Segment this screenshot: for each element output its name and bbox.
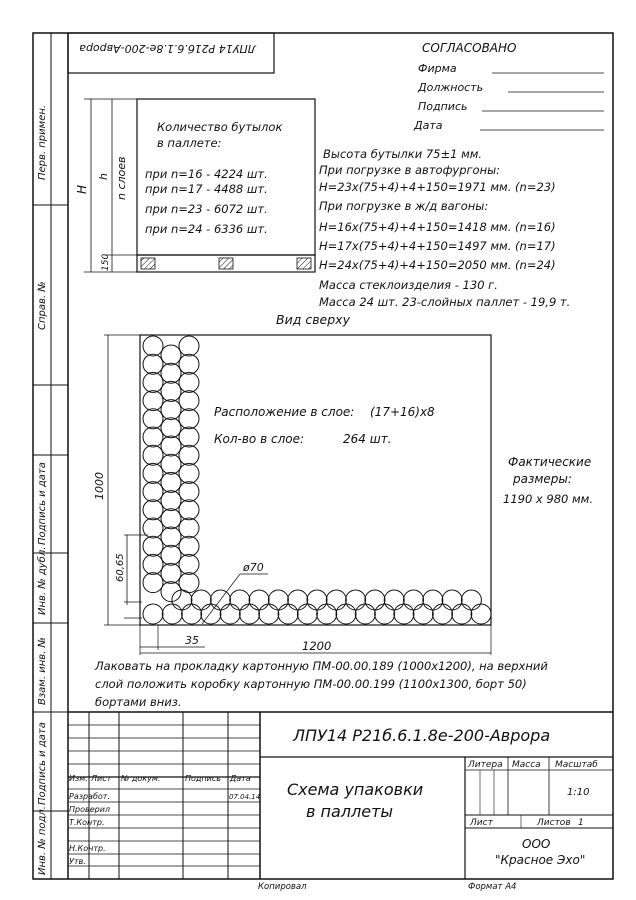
pallet-count-16: при n=16 - 4224 шт. (145, 167, 268, 181)
bottle-circle (442, 590, 462, 610)
bottle-circle (161, 545, 181, 565)
bottle-circle (143, 500, 163, 520)
actual-size-label-2: размеры: (513, 472, 572, 486)
pallet-count-23: при n=23 - 6072 шт. (145, 202, 268, 216)
bottle-circle (161, 582, 181, 602)
title-block-code: ЛПУ14 Р21б.6.1.8е-200-Аврора (293, 726, 551, 745)
bottle-circle (179, 427, 199, 447)
bottle-circle (161, 509, 181, 529)
bottle-circle (143, 354, 163, 374)
bottle-circle (179, 391, 199, 411)
top-view-title: Вид сверху (276, 312, 350, 327)
label-sheet: Лист (470, 818, 493, 828)
dim-1000: 1000 (93, 472, 106, 500)
count-label: Кол-во в слое: (214, 432, 305, 446)
header-date: Дата (230, 774, 251, 783)
count-value: 264 шт. (343, 432, 392, 446)
bottle-circle (375, 604, 395, 624)
role-developer: Разработ. (69, 792, 110, 801)
margin-label-signature-date-2: Подпись и дата (37, 722, 48, 805)
bottle-circle (179, 463, 199, 483)
bottle-circle (307, 590, 327, 610)
bottle-circle (143, 372, 163, 392)
bottle-circle (161, 472, 181, 492)
bottle-circle (346, 590, 366, 610)
pallet-count-17: при n=17 - 4488 шт. (145, 182, 268, 196)
header-signature: Подпись (185, 774, 221, 783)
bottle-circle (179, 354, 199, 374)
actual-size-label-1: Фактические (508, 455, 592, 469)
footer-format: Формат А4 (468, 882, 517, 892)
bottle-circle (259, 604, 279, 624)
approval-title: СОГЛАСОВАНО (422, 41, 517, 55)
bottle-circle (143, 604, 163, 624)
bottle-circle (161, 527, 181, 547)
bottle-circle (179, 554, 199, 574)
bottle-circle (423, 590, 443, 610)
bottle-circle (179, 536, 199, 556)
spec-line-4: При погрузке в ж/д вагоны: (319, 199, 489, 213)
bottle-circle (413, 604, 433, 624)
bottle-circle (278, 604, 298, 624)
dim-1200: 1200 (302, 639, 332, 653)
bottle-circle (179, 482, 199, 502)
spec-line-5: H=16x(75+4)+4+150=1418 мм. (n=16) (319, 220, 556, 234)
bottle-circle (179, 518, 199, 538)
approval-label-date: Дата (414, 119, 443, 132)
bottle-circle (461, 590, 481, 610)
margin-label-reference: Справ. № (37, 281, 48, 330)
margin-label-orig-inv: Инв. № подл. (37, 806, 48, 875)
label-scale: Масштаб (555, 760, 598, 770)
org-line-1: ООО (522, 837, 551, 851)
header-doc: № докум. (121, 774, 161, 783)
note-line-2: слой положить коробку картонную ПМ-00.00.199 (1100x1300, борт 50) (95, 677, 527, 691)
bottle-circle (172, 590, 192, 610)
margin-label-replace-inv: Взам. инв. № (37, 637, 48, 705)
pallet-count-24: при n=24 - 6336 шт. (145, 222, 268, 236)
bottle-circle (268, 590, 288, 610)
bottle-circle (161, 400, 181, 420)
bottle-circle (182, 604, 202, 624)
margin-label-signature-date-1: Подпись и дата (37, 462, 48, 545)
bottle-circle (161, 563, 181, 583)
margin-label-first-use: Перв. примен. (37, 104, 48, 180)
role-norm-control: Н.Контр. (69, 844, 106, 853)
bottle-circle (220, 604, 240, 624)
bottle-circle (161, 381, 181, 401)
sheets-value: 1 (578, 818, 584, 828)
bottle-circle (143, 336, 163, 356)
bottle-circle (471, 604, 491, 624)
bottle-circle (394, 604, 414, 624)
bottle-circle (143, 463, 163, 483)
spec-line-1: Высота бутылки 75±1 мм. (323, 147, 483, 161)
bottle-circle (452, 604, 472, 624)
actual-size-value: 1190 x 980 мм. (503, 492, 593, 506)
pallet-heading-2: в паллете: (157, 136, 222, 150)
margin-label-dup-inv: Инв. № дубл. (37, 546, 48, 615)
pallet-heading-1: Количество бутылок (157, 120, 283, 134)
bottle-circle (365, 590, 385, 610)
bottle-circle (179, 336, 199, 356)
bottle-circle (143, 482, 163, 502)
dim-h: h (97, 173, 110, 180)
spec-line-3: H=23x(75+4)+4+150=1971 мм. (n=23) (319, 180, 556, 194)
label-massa: Масса (512, 760, 541, 770)
role-tech-control: Т.Контр. (69, 818, 105, 827)
spec-line-7: H=24x(75+4)+4+150=2050 мм. (n=24) (319, 258, 556, 272)
bottle-circle (179, 372, 199, 392)
approval-label-position: Должность (418, 81, 484, 94)
approval-label-signature: Подпись (418, 100, 468, 113)
bottle-circle (288, 590, 308, 610)
bottle-circle (326, 590, 346, 610)
org-line-2: "Красное Эхо" (495, 853, 586, 867)
layout-label: Расположение в слое: (214, 405, 355, 419)
role-approved: Утв. (69, 857, 86, 866)
bottle-circle (433, 604, 453, 624)
label-litera: Литера (468, 760, 503, 770)
spec-line-6: H=17x(75+4)+4+150=1497 мм. (n=17) (319, 239, 556, 253)
bottle-circle (161, 454, 181, 474)
drawing-name-1: Схема упаковки (287, 780, 424, 799)
bottle-circle (404, 590, 424, 610)
bottle-circle (143, 427, 163, 447)
bottle-circle (249, 590, 269, 610)
bottle-circle (143, 409, 163, 429)
bottle-circle (355, 604, 375, 624)
bottle-circle (179, 500, 199, 520)
header-list: Лист (91, 774, 112, 783)
bottle-circle (161, 418, 181, 438)
bottle-circle (317, 604, 337, 624)
bottle-circle (143, 536, 163, 556)
dim-35: 35 (185, 634, 199, 647)
note-line-1: Лаковать на прокладку картонную ПМ-00.00.189 (1000x1200), на верхний (95, 659, 548, 673)
top-view-outline (140, 335, 491, 625)
spec-line-8: Масса стеклоизделия - 130 г. (319, 278, 498, 292)
bottle-circle (161, 436, 181, 456)
spec-line-9: Масса 24 шт. 23-слойных паллет - 19,9 т. (319, 295, 571, 309)
dim-diameter-70: ø70 (243, 561, 264, 574)
drawing-name-2: в паллеты (306, 802, 394, 821)
bottle-circle (336, 604, 356, 624)
dim-150: 150 (101, 253, 111, 271)
bottle-circle (161, 363, 181, 383)
bottle-circle (191, 590, 211, 610)
bottle-circle (143, 554, 163, 574)
bottle-circle (143, 391, 163, 411)
bottle-circle (240, 604, 260, 624)
bottle-circle (297, 604, 317, 624)
header-izm: Изм. (69, 774, 88, 783)
bottle-circle (179, 445, 199, 465)
bottle-circle (161, 345, 181, 365)
bottle-circle (143, 573, 163, 593)
bottle-circle (162, 604, 182, 624)
dim-layers: n слоев (115, 156, 128, 200)
note-line-3: бортами вниз. (95, 695, 182, 709)
dim-H: H (75, 184, 89, 194)
scale-value: 1:10 (567, 787, 590, 798)
label-sheets: Листов (537, 818, 571, 828)
bottle-layout (143, 336, 491, 624)
bottle-circle (161, 491, 181, 511)
approval-label-firm: Фирма (418, 62, 457, 75)
bottle-circle (230, 590, 250, 610)
mirrored-drawing-code: ЛПУ14 Р21б.6.1.8е-200-Аврора (79, 42, 256, 55)
bottle-circle (384, 590, 404, 610)
bottle-circle (179, 409, 199, 429)
layout-value: (17+16)x8 (370, 405, 435, 419)
footer-copied: Копировал (258, 882, 307, 892)
bottle-circle (143, 445, 163, 465)
dim-60-65: 60,65 (115, 553, 126, 582)
developer-date: 07.04.14 (229, 793, 261, 801)
spec-line-2: При погрузке в автофургоны: (319, 163, 501, 177)
role-checked: Проверил (69, 805, 111, 814)
